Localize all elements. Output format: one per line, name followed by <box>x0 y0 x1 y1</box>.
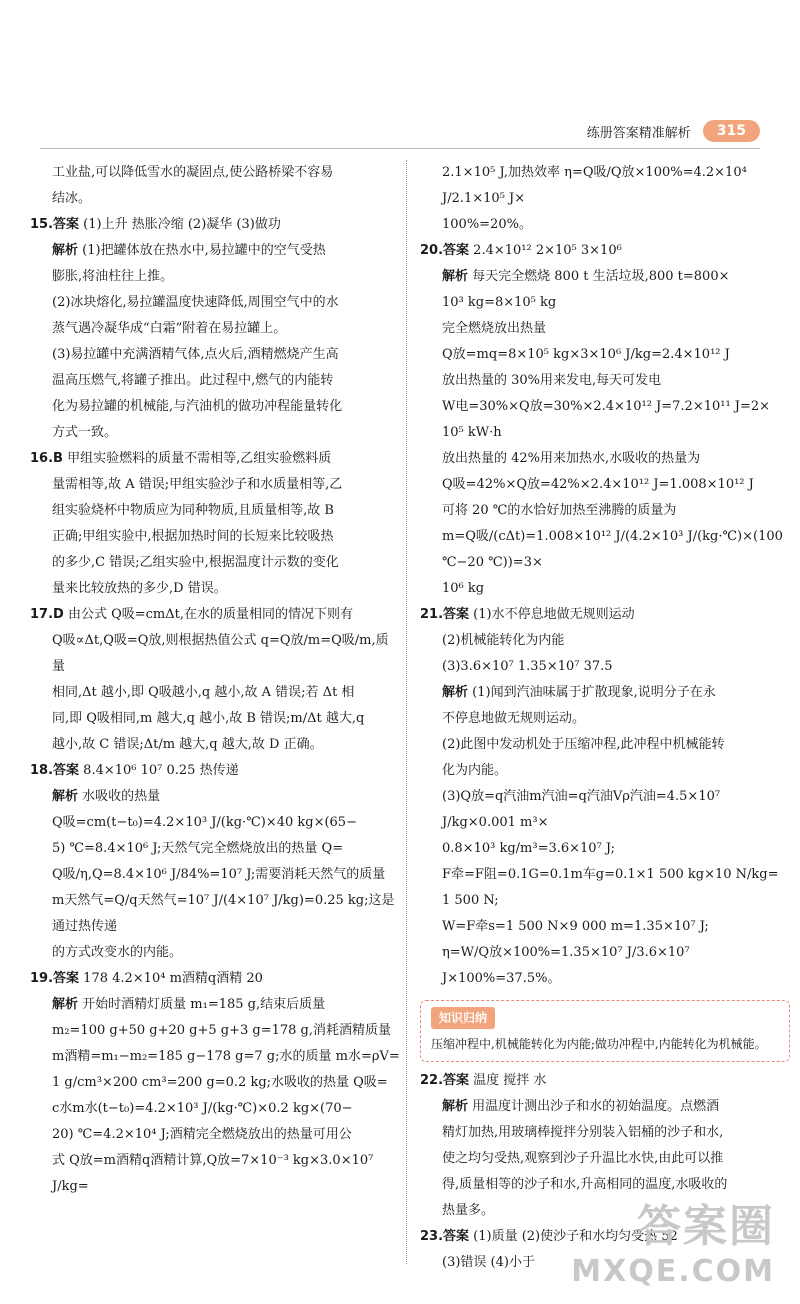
line-text: 同,即 Q吸相同,m 越大,q 越小,故 B 错误;m/Δt 越大,q <box>52 711 365 726</box>
text-line <box>420 836 790 862</box>
text-line <box>420 758 790 784</box>
line-text: 化为易拉罐的机械能,与汽油机的做功冲程能量转化 <box>52 399 343 414</box>
text-line <box>30 238 400 264</box>
line-text: 工业盐,可以降低雪水的凝固点,使公路桥梁不容易 <box>52 165 334 180</box>
text-line <box>30 524 400 550</box>
line-text: 量来比较放热的多少,D 错误。 <box>52 581 227 596</box>
knowledge-box <box>420 1000 790 1062</box>
line-text: 温度 搅拌 水 <box>473 1073 547 1088</box>
line-text: 组实验烧杯中物质应为同种物质,且质量相等,故 B <box>52 503 334 518</box>
page-number: 315 <box>703 120 760 142</box>
text-line <box>30 862 400 888</box>
question-number: 15.答案 <box>30 217 80 232</box>
text-line <box>420 732 790 758</box>
text-line <box>30 394 400 420</box>
line-text: 式 Q放=m酒精q酒精计算,Q放=7×10⁻³ kg×3.0×10⁷ J/kg= <box>52 1153 374 1194</box>
knowledge-title: 知识归纳 <box>431 1007 495 1029</box>
text-line <box>30 316 400 342</box>
text-line <box>420 498 790 524</box>
line-text: 每天完全燃烧 800 t 生活垃圾,800 t=800× <box>472 269 730 284</box>
text-line <box>420 472 790 498</box>
page-header <box>587 118 760 144</box>
line-text: 10⁵ kW·h <box>442 425 502 440</box>
question-number: 17.D <box>30 607 64 622</box>
line-text: Q吸/η,Q=8.4×10⁶ J/84%=10⁷ J;需要消耗天然气的质量 <box>52 867 386 882</box>
text-line <box>420 654 790 680</box>
text-line <box>30 810 400 836</box>
line-text: 2.4×10¹² 2×10⁵ 3×10⁶ <box>473 243 622 258</box>
line-text: (3)易拉罐中充满酒精气体,点火后,酒精燃烧产生高 <box>52 347 339 362</box>
line-text: m酒精=m₁−m₂=185 g−178 g=7 g;水的质量 m水=ρV= <box>52 1049 400 1064</box>
text-line <box>420 316 790 342</box>
text-line <box>30 758 400 784</box>
text-line <box>420 602 790 628</box>
text-line <box>30 420 400 446</box>
text-line <box>420 862 790 888</box>
text-line <box>420 784 790 836</box>
line-text: 越小,故 C 错误;Δt/m 越大,q 越大,故 D 正确。 <box>52 737 323 752</box>
line-text: 使之均匀受热,观察到沙子升温比水快,由此可以推 <box>442 1151 724 1166</box>
line-text: m=Q吸/(cΔt)=1.008×10¹² J/(4.2×10³ J/(kg·℃)×(100 ℃−20 ℃))=3× <box>442 529 783 570</box>
text-line <box>30 940 400 966</box>
line-text: 甲组实验燃料的质量不需相等,乙组实验燃料质 <box>67 451 332 466</box>
line-text: 化为内能。 <box>442 763 508 778</box>
line-text: (3)Q放=q汽油m汽油=q汽油Vρ汽油=4.5×10⁷ J/kg×0.001 m³× <box>442 789 721 830</box>
text-line <box>420 420 790 446</box>
header-title: 练册答案精准解析 <box>586 125 691 141</box>
line-text: 结冰。 <box>52 191 92 206</box>
text-line <box>30 498 400 524</box>
line-text: (3)3.6×10⁷ 1.35×10⁷ 37.5 <box>442 659 613 674</box>
line-text: c水m水(t−t₀)=4.2×10³ J/(kg·℃)×0.2 kg×(70− <box>52 1101 353 1116</box>
text-line <box>420 940 790 992</box>
text-line <box>30 472 400 498</box>
text-line <box>30 628 400 680</box>
line-text: 178 4.2×10⁴ m酒精q酒精 20 <box>83 971 263 986</box>
watermark-logo: 答案圈 <box>637 1201 775 1252</box>
text-line <box>420 446 790 472</box>
text-line <box>420 160 790 212</box>
line-text: 可将 20 ℃的水恰好加热至沸腾的质量为 <box>442 503 677 518</box>
text-line <box>30 1122 400 1148</box>
text-line <box>30 992 400 1018</box>
question-number: 19.答案 <box>30 971 80 986</box>
line-text: (1)把罐体放在热水中,易拉罐中的空气受热 <box>82 243 326 258</box>
text-line <box>30 446 400 472</box>
line-text: (1)闻到汽油味属于扩散现象,说明分子在永 <box>472 685 716 700</box>
text-line <box>420 680 790 706</box>
line-text: 的多少,C 错误;乙组实验中,根据温度计示数的变化 <box>52 555 339 570</box>
text-line <box>30 888 400 940</box>
question-number: 23.答案 <box>420 1229 470 1244</box>
line-text: 完全燃烧放出热量 <box>442 321 547 336</box>
question-number: 21.答案 <box>420 607 470 622</box>
line-text: W电=30%×Q放=30%×2.4×10¹² J=7.2×10¹¹ J=2× <box>442 399 771 414</box>
line-text: 8.4×10⁶ 10⁷ 0.25 热传递 <box>83 763 239 778</box>
text-line <box>420 264 790 290</box>
text-line <box>30 1096 400 1122</box>
text-line <box>420 888 790 914</box>
line-text: (2)机械能转化为内能 <box>442 633 565 648</box>
text-line <box>420 368 790 394</box>
question-number: 22.答案 <box>420 1073 470 1088</box>
text-line <box>30 342 400 368</box>
line-text: (1)上升 热胀冷缩 (2)凝华 (3)做功 <box>83 217 281 232</box>
line-text: 不停息地做无规则运动。 <box>442 711 586 726</box>
line-text: (2)此图中发动机处于压缩冲程,此冲程中机械能转 <box>442 737 725 752</box>
header-rule <box>40 148 760 149</box>
line-text: 100%=20%。 <box>442 217 532 232</box>
line-text: (3)错误 (4)小于 <box>442 1255 535 1270</box>
question-number: 20.答案 <box>420 243 470 258</box>
text-line <box>420 212 790 238</box>
text-line <box>30 732 400 758</box>
line-text: 2.1×10⁵ J,加热效率 η=Q吸/Q放×100%=4.2×10⁴ J/2.1×10⁵ J× <box>442 165 747 206</box>
watermark <box>571 1190 775 1289</box>
line-text: 5) ℃=8.4×10⁶ J;天然气完全燃烧放出的热量 Q= <box>52 841 344 856</box>
line-text: 开始时酒精灯质量 m₁=185 g,结束后质量 <box>82 997 326 1012</box>
text-line <box>30 160 400 186</box>
line-text: 放出热量的 42%用来加热水,水吸收的热量为 <box>442 451 701 466</box>
line-text: 相同,Δt 越小,即 Q吸越小,q 越小,故 A 错误;若 Δt 相 <box>52 685 355 700</box>
column-divider <box>406 160 407 1264</box>
text-line <box>30 186 400 212</box>
question-number: 18.答案 <box>30 763 80 778</box>
analysis-label: 解析 <box>52 243 79 258</box>
text-line <box>30 1018 400 1044</box>
line-text: η=W/Q放×100%=1.35×10⁷ J/3.6×10⁷ J×100%=37.5%。 <box>442 945 690 986</box>
line-text: 放出热量的 30%用来发电,每天可发电 <box>442 373 662 388</box>
line-text: Q吸∝Δt,Q吸=Q放,则根据热值公式 q=Q放/m=Q吸/m,质量 <box>52 633 389 674</box>
analysis-label: 解析 <box>442 269 469 284</box>
line-text: 温高压燃气,将罐子推出。此过程中,燃气的内能转 <box>52 373 334 388</box>
line-text: 得,质量相等的沙子和水,升高相同的温度,水吸收的 <box>442 1177 728 1192</box>
line-text: 10⁶ kg <box>442 581 485 596</box>
line-text: 由公式 Q吸=cmΔt,在水的质量相同的情况下则有 <box>67 607 354 622</box>
text-line <box>30 602 400 628</box>
text-line <box>30 836 400 862</box>
question-number: 16.B <box>30 451 63 466</box>
analysis-label: 解析 <box>52 997 79 1012</box>
line-text: 20) ℃=4.2×10⁴ J;酒精完全燃烧放出的热量可用公 <box>52 1127 352 1142</box>
text-line <box>420 628 790 654</box>
line-text: 的方式改变水的内能。 <box>52 945 183 960</box>
analysis-label: 解析 <box>442 685 469 700</box>
line-text: 10³ kg=8×10⁵ kg <box>442 295 557 310</box>
line-text: 正确;甲组实验中,根据加热时间的长短来比较吸热 <box>52 529 334 544</box>
line-text: Q吸=42%×Q放=42%×2.4×10¹² J=1.008×10¹² J <box>442 477 754 492</box>
text-line <box>30 680 400 706</box>
line-text: 热量多。 <box>442 1203 495 1218</box>
text-line <box>30 966 400 992</box>
text-line <box>420 1094 790 1120</box>
text-line <box>420 394 790 420</box>
text-line <box>30 1070 400 1096</box>
text-line <box>420 1120 790 1146</box>
text-line <box>30 368 400 394</box>
line-text: 用温度计测出沙子和水的初始温度。点燃酒 <box>472 1099 720 1114</box>
line-text: 1 g/cm³×200 cm³=200 g=0.2 kg;水吸收的热量 Q吸= <box>52 1075 388 1090</box>
line-text: 方式一致。 <box>52 425 118 440</box>
line-text: (1)质量 (2)使沙子和水均匀受热 52 <box>473 1229 678 1244</box>
line-text: 0.8×10³ kg/m³=3.6×10⁷ J; <box>442 841 615 856</box>
left-column <box>30 160 400 1200</box>
watermark-url: MXQE.COM <box>571 1254 775 1289</box>
right-column <box>420 160 790 1276</box>
text-line <box>420 1146 790 1172</box>
text-line <box>30 550 400 576</box>
analysis-label: 解析 <box>52 789 79 804</box>
line-text: 膨胀,将油柱往上推。 <box>52 269 174 284</box>
line-text: 蒸气遇冷凝华成“白霜”附着在易拉罐上。 <box>52 321 287 336</box>
text-line <box>30 706 400 732</box>
line-text: F牵=F阻=0.1G=0.1m车g=0.1×1 500 kg×10 N/kg= <box>442 867 779 882</box>
line-text: 1 500 N; <box>442 893 499 908</box>
line-text: 量需相等,故 A 错误;甲组实验沙子和水质量相等,乙 <box>52 477 343 492</box>
text-line <box>30 264 400 290</box>
line-text: m₂=100 g+50 g+20 g+5 g+3 g=178 g,消耗酒精质量 <box>52 1023 392 1038</box>
text-line <box>420 238 790 264</box>
text-line <box>420 524 790 576</box>
text-line <box>420 342 790 368</box>
text-line <box>30 290 400 316</box>
text-line <box>30 1148 400 1200</box>
knowledge-text: 压缩冲程中,机械能转化为内能;做功冲程中,内能转化为机械能。 <box>431 1037 767 1051</box>
text-line <box>30 1044 400 1070</box>
line-text: 水吸收的热量 <box>82 789 161 804</box>
analysis-label: 解析 <box>442 1099 469 1114</box>
text-line <box>420 914 790 940</box>
text-line <box>30 784 400 810</box>
text-line <box>420 1068 790 1094</box>
line-text: Q吸=cm(t−t₀)=4.2×10³ J/(kg·℃)×40 kg×(65− <box>52 815 357 830</box>
line-text: (2)冰块熔化,易拉罐温度快速降低,周围空气中的水 <box>52 295 339 310</box>
text-line <box>30 212 400 238</box>
line-text: Q放=mq=8×10⁵ kg×3×10⁶ J/kg=2.4×10¹² J <box>442 347 730 362</box>
text-line <box>420 576 790 602</box>
line-text: (1)水不停息地做无规则运动 <box>473 607 635 622</box>
line-text: W=F牵s=1 500 N×9 000 m=1.35×10⁷ J; <box>442 919 709 934</box>
line-text: m天然气=Q/q天然气=10⁷ J/(4×10⁷ J/kg)=0.25 kg;这是通过热传递 <box>52 893 395 934</box>
text-line <box>420 290 790 316</box>
line-text: 精灯加热,用玻璃棒搅拌分别装入铝桶的沙子和水, <box>442 1125 724 1140</box>
text-line <box>30 576 400 602</box>
text-line <box>420 706 790 732</box>
